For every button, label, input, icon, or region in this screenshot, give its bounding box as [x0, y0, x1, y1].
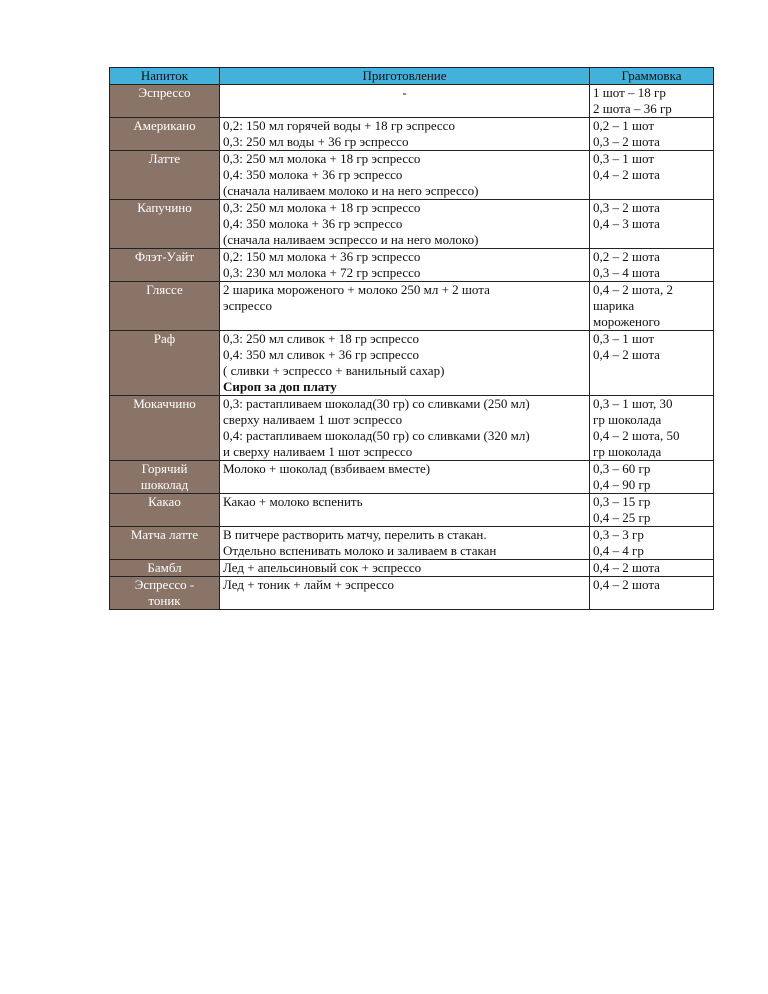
grams-cell — [590, 151, 714, 200]
table-row — [110, 85, 714, 118]
drink-name-cell — [110, 249, 220, 282]
preparation-cell — [220, 118, 590, 151]
preparation-cell-line: 0,3: 250 мл воды + 36 гр эспрессо — [223, 134, 409, 149]
drink-name-cell-line: тоник — [148, 593, 181, 608]
grams-cell — [590, 396, 714, 461]
grams-cell-line: 0,4 – 90 гр — [593, 477, 651, 492]
grams-cell — [590, 331, 714, 396]
grams-cell-line: 0,3 – 4 шота — [593, 265, 660, 280]
grams-cell-line: 0,3 – 2 шота — [593, 200, 660, 215]
preparation-cell-line: 0,3: 230 мл молока + 72 гр эспрессо — [223, 265, 421, 280]
header-drink: Напиток — [110, 68, 220, 85]
table-row — [110, 249, 714, 282]
grams-cell-line: 2 шота – 36 гр — [593, 101, 672, 116]
drink-name-cell — [110, 85, 220, 118]
grams-cell-line: 0,3 – 60 гр — [593, 461, 651, 476]
grams-cell-line: 0,4 – 2 шота — [593, 560, 660, 575]
grams-cell-line: 0,4 – 2 шота — [593, 347, 660, 362]
preparation-note-bold: Сироп за доп плату — [223, 379, 337, 394]
table-row — [110, 331, 714, 396]
preparation-cell-line: 0,4: 350 молока + 36 гр эспрессо — [223, 167, 403, 182]
preparation-cell-line: 0,2: 150 мл горячей воды + 18 гр эспрессо — [223, 118, 455, 133]
preparation-cell-line: 0,4: 350 мл сливок + 36 гр эспрессо — [223, 347, 420, 362]
grams-cell — [590, 85, 714, 118]
preparation-cell-line: (сначала наливаем эспрессо и на него молоко) — [223, 232, 479, 247]
preparation-cell-line: ( сливки + эспрессо + ванильный сахар) — [223, 363, 445, 378]
preparation-cell — [220, 200, 590, 249]
table-row — [110, 200, 714, 249]
drink-name-cell-line: Латте — [148, 151, 181, 166]
drink-name-cell — [110, 282, 220, 331]
preparation-cell — [220, 494, 590, 527]
grams-cell — [590, 494, 714, 527]
drink-name-cell-line: Раф — [153, 331, 176, 346]
grams-cell-line: 0,4 – 2 шота, 2 — [593, 282, 673, 297]
grams-cell-line: 0,4 – 3 шота — [593, 216, 660, 231]
preparation-cell-line: 0,3: 250 мл сливок + 18 гр эспрессо — [223, 331, 420, 346]
preparation-cell-line: и сверху наливаем 1 шот эспрессо — [223, 444, 413, 459]
table-row — [110, 396, 714, 461]
grams-cell-line: 0,3 – 3 гр — [593, 527, 644, 542]
grams-cell-line: 0,3 – 1 шот — [593, 331, 655, 346]
grams-cell-line: гр шоколада — [593, 412, 662, 427]
drink-name-cell-line: Бамбл — [147, 560, 182, 575]
preparation-cell — [220, 151, 590, 200]
grams-cell-line: 0,3 – 1 шот, 30 — [593, 396, 673, 411]
drink-name-cell — [110, 494, 220, 527]
grams-cell — [590, 249, 714, 282]
preparation-cell — [220, 396, 590, 461]
grams-cell-line: 0,3 – 2 шота — [593, 134, 660, 149]
grams-cell — [590, 560, 714, 577]
preparation-cell-line: Лед + тоник + лайм + эспрессо — [223, 577, 395, 592]
table-row — [110, 151, 714, 200]
grams-cell-line: шарика — [593, 298, 635, 313]
drink-name-cell-line: Эспрессо - — [134, 577, 195, 592]
table-row — [110, 282, 714, 331]
preparation-cell — [220, 527, 590, 560]
drink-name-cell — [110, 200, 220, 249]
drink-name-cell-line: шоколад — [140, 477, 189, 492]
header-preparation: Приготовление — [220, 68, 590, 85]
preparation-cell-line: - — [402, 85, 407, 100]
drink-name-cell — [110, 577, 220, 610]
preparation-cell-line: 0,2: 150 мл молока + 36 гр эспрессо — [223, 249, 421, 264]
drink-name-cell — [110, 461, 220, 494]
grams-cell — [590, 200, 714, 249]
preparation-cell — [220, 249, 590, 282]
table-row — [110, 560, 714, 577]
preparation-cell — [220, 560, 590, 577]
table-row — [110, 577, 714, 610]
grams-cell — [590, 577, 714, 610]
preparation-cell-line: (сначала наливаем молоко и на него эспрессо) — [223, 183, 479, 198]
grams-cell — [590, 461, 714, 494]
grams-cell-line: 0,3 – 1 шот — [593, 151, 655, 166]
preparation-cell-line: 0,3: растапливаем шоколад(30 гр) со сливками (250 мл) — [223, 396, 530, 411]
drink-name-cell — [110, 151, 220, 200]
drink-name-cell-line: Американо — [133, 118, 196, 133]
preparation-cell-line: 0,3: 250 мл молока + 18 гр эспрессо — [223, 151, 421, 166]
drink-name-cell — [110, 331, 220, 396]
preparation-cell-line: В питчере растворить матчу, перелить в стакан. — [223, 527, 487, 542]
preparation-cell — [220, 461, 590, 494]
table-header-row — [110, 68, 714, 85]
preparation-cell-line: эспрессо — [223, 298, 272, 313]
grams-cell — [590, 282, 714, 331]
preparation-cell-line: 0,4: растапливаем шоколад(50 гр) со сливками (320 мл) — [223, 428, 530, 443]
drink-name-cell — [110, 527, 220, 560]
drink-name-cell-line: Капучино — [137, 200, 192, 215]
drink-name-cell — [110, 118, 220, 151]
drink-name-cell-line: Горячий — [141, 461, 188, 476]
drink-name-cell-line: Матча латте — [130, 527, 199, 542]
preparation-cell-line: 0,4: 350 молока + 36 гр эспрессо — [223, 216, 403, 231]
grams-cell-line: 0,4 – 2 шота — [593, 577, 660, 592]
grams-cell-line: 0,2 – 1 шот — [593, 118, 655, 133]
drink-name-cell-line: Какао — [148, 494, 181, 509]
grams-cell-line: 0,4 – 2 шота — [593, 167, 660, 182]
drink-name-cell-line: Флэт-Уайт — [134, 249, 195, 264]
preparation-cell — [220, 331, 590, 396]
preparation-cell — [220, 282, 590, 331]
table-row — [110, 461, 714, 494]
preparation-cell-line: Отдельно вспенивать молоко и заливаем в стакан — [223, 543, 497, 558]
drink-name-cell-line: Мокаччино — [133, 396, 196, 411]
table-body — [110, 85, 714, 610]
drinks-recipe-table — [109, 67, 714, 610]
grams-cell-line: 0,2 – 2 шота — [593, 249, 660, 264]
grams-cell-line: 0,3 – 15 гр — [593, 494, 651, 509]
preparation-cell-line: 0,3: 250 мл молока + 18 гр эспрессо — [223, 200, 421, 215]
header-grams: Граммовка — [590, 68, 714, 85]
grams-cell-line: 1 шот – 18 гр — [593, 85, 666, 100]
grams-cell-line: 0,4 – 25 гр — [593, 510, 651, 525]
table-row — [110, 118, 714, 151]
table-row — [110, 527, 714, 560]
drink-name-cell — [110, 560, 220, 577]
grams-cell — [590, 118, 714, 151]
preparation-cell — [220, 85, 590, 118]
grams-cell-line: гр шоколада — [593, 444, 662, 459]
drink-name-cell — [110, 396, 220, 461]
grams-cell-line: мороженого — [593, 314, 660, 329]
grams-cell-line: 0,4 – 2 шота, 50 — [593, 428, 680, 443]
table-row — [110, 494, 714, 527]
preparation-cell — [220, 577, 590, 610]
preparation-cell-line: Лед + апельсиновый сок + эспрессо — [223, 560, 422, 575]
drink-name-cell-line: Эспрессо — [138, 85, 191, 100]
preparation-cell-line: Какао + молоко вспенить — [223, 494, 363, 509]
grams-cell — [590, 527, 714, 560]
drink-name-cell-line: Гляссе — [146, 282, 183, 297]
preparation-cell-line: 2 шарика мороженого + молоко 250 мл + 2 шота — [223, 282, 490, 297]
preparation-cell-line: сверху наливаем 1 шот эспрессо — [223, 412, 403, 427]
grams-cell-line: 0,4 – 4 гр — [593, 543, 644, 558]
preparation-cell-line: Молоко + шоколад (взбиваем вместе) — [223, 461, 431, 476]
